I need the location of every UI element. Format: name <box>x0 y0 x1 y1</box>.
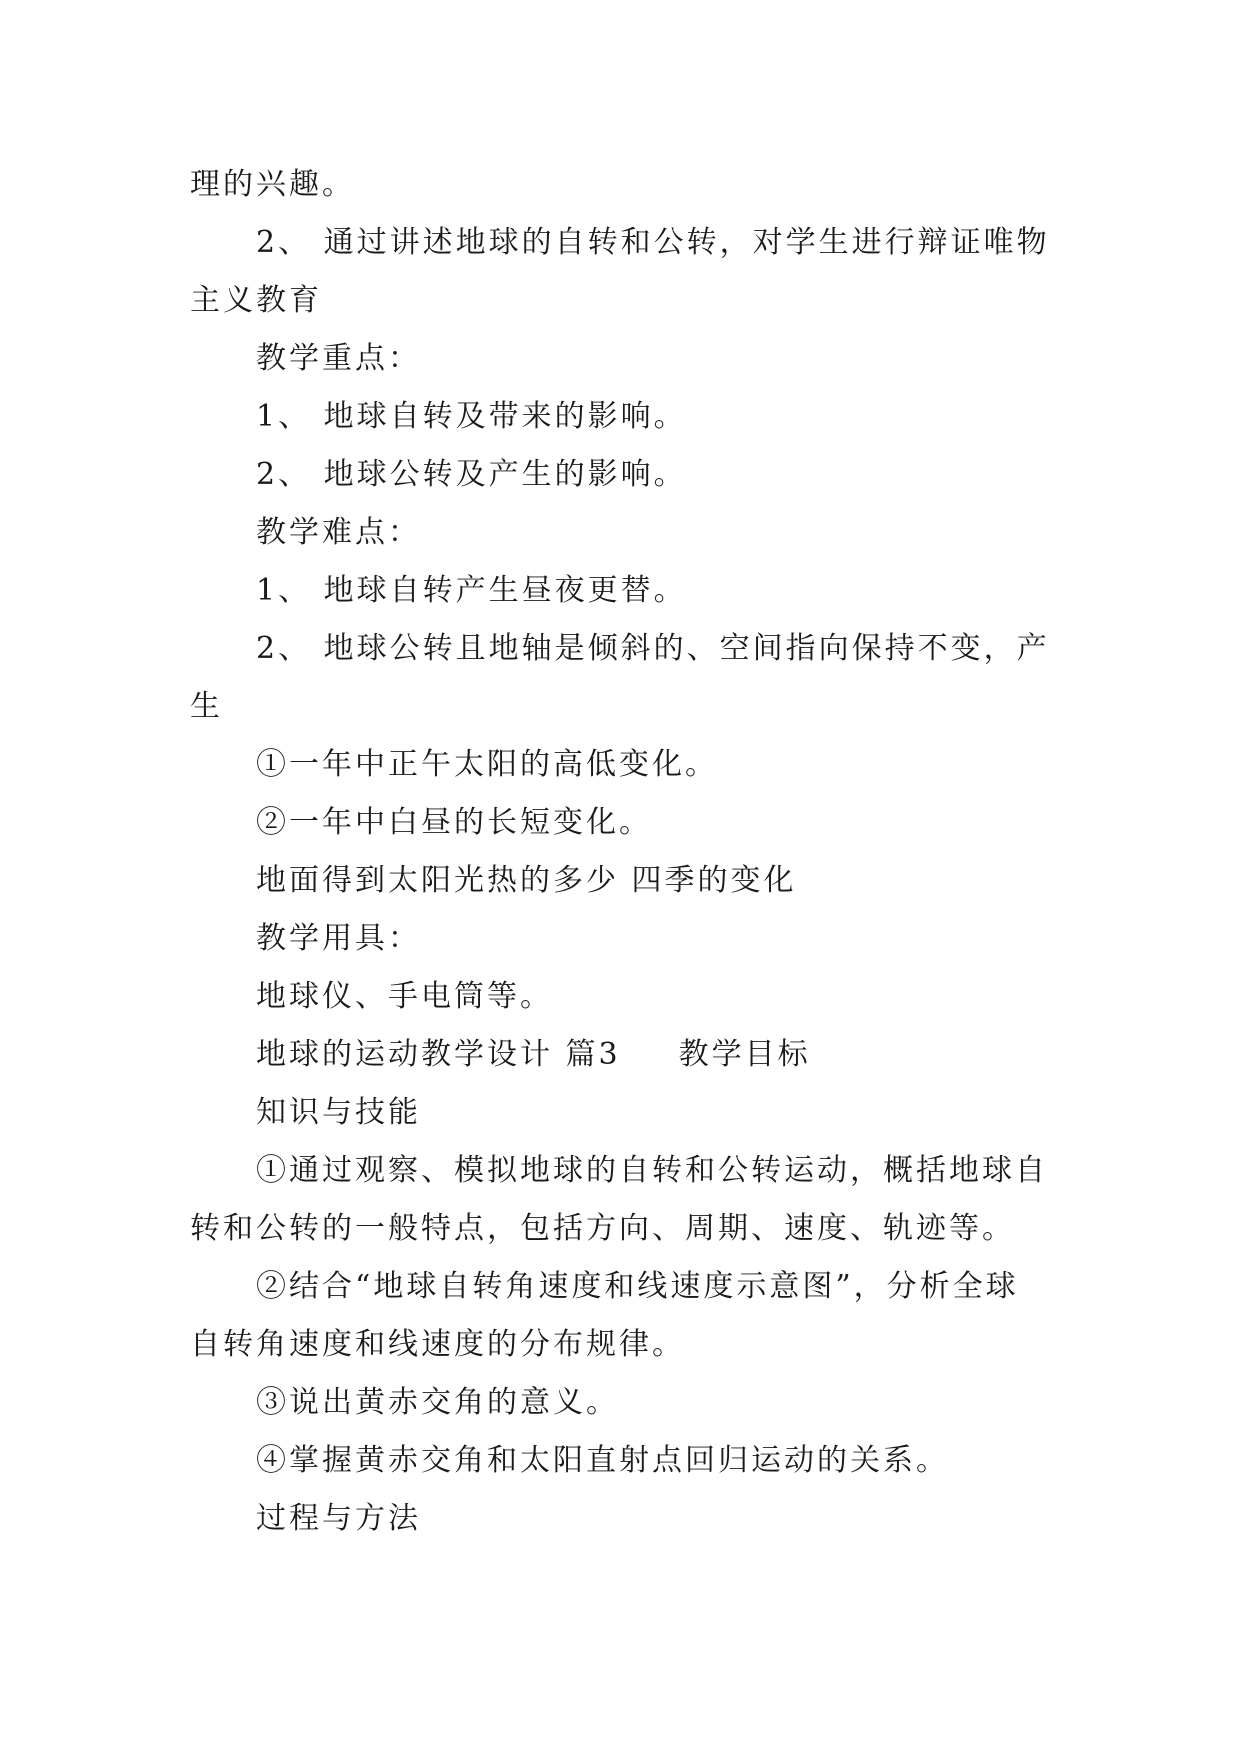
line-text: 主义教育 <box>190 283 322 318</box>
line-text: 教学难点： <box>256 515 421 550</box>
line-text: ①一年中正午太阳的高低变化。 <box>256 747 718 782</box>
line-text: ①通过观察、模拟地球的自转和公转运动，概括地球自 <box>256 1153 1048 1188</box>
document-body <box>190 156 1050 1548</box>
paragraph-line <box>190 968 1050 1026</box>
line-text: ②结合“地球自转角速度和线速度示意图”，分析全球 <box>256 1269 1019 1304</box>
paragraph-line <box>190 794 1050 852</box>
paragraph-line <box>190 1084 1050 1142</box>
line-text: 2、 通过讲述地球的自转和公转，对学生进行辩证唯物 <box>256 225 1050 260</box>
paragraph-line <box>190 1258 1050 1316</box>
paragraph-line <box>190 1026 1050 1084</box>
line-text: 知识与技能 <box>256 1095 421 1130</box>
line-text: 自转角速度和线速度的分布规律。 <box>190 1327 685 1362</box>
paragraph-line <box>190 852 1050 910</box>
line-text: 2、 地球公转及产生的影响。 <box>256 457 687 492</box>
line-text: 1、 地球自转产生昼夜更替。 <box>256 573 687 608</box>
line-text: ②一年中白昼的长短变化。 <box>256 805 652 840</box>
line-text: 教学用具： <box>256 921 421 956</box>
line-text: ③说出黄赤交角的意义。 <box>256 1385 619 1420</box>
paragraph-line <box>190 736 1050 794</box>
line-text: 过程与方法 <box>256 1501 421 1536</box>
paragraph-line <box>190 620 1050 678</box>
line-tail-text: 教学目标 <box>678 1037 811 1072</box>
line-text: 转和公转的一般特点，包括方向、周期、速度、轨迹等。 <box>190 1211 1015 1246</box>
line-text: 2、 地球公转且地轴是倾斜的、空间指向保持不变，产 <box>256 631 1050 666</box>
paragraph-line <box>190 1316 1050 1374</box>
line-text: 教学重点： <box>256 341 421 376</box>
paragraph-line <box>190 272 1050 330</box>
paragraph-line <box>190 330 1050 388</box>
paragraph-line <box>190 1374 1050 1432</box>
line-text: 1、 地球自转及带来的影响。 <box>256 399 687 434</box>
paragraph-line <box>190 504 1050 562</box>
line-text: 地球仪、手电筒等。 <box>256 979 553 1014</box>
paragraph-line <box>190 1432 1050 1490</box>
paragraph-line <box>190 1142 1050 1200</box>
line-text: 理的兴趣。 <box>190 167 355 202</box>
line-text: 地球的运动教学设计 篇3 <box>256 1037 621 1072</box>
line-text: ④掌握黄赤交角和太阳直射点回归运动的关系。 <box>256 1443 949 1478</box>
line-text: 生 <box>190 689 223 724</box>
paragraph-line <box>190 446 1050 504</box>
paragraph-line <box>190 562 1050 620</box>
paragraph-line <box>190 910 1050 968</box>
paragraph-line <box>190 1200 1050 1258</box>
paragraph-line <box>190 678 1050 736</box>
paragraph-line <box>190 388 1050 446</box>
paragraph-line <box>190 156 1050 214</box>
paragraph-line <box>190 214 1050 272</box>
line-text: 地面得到太阳光热的多少 四季的变化 <box>256 863 797 898</box>
paragraph-line <box>190 1490 1050 1548</box>
